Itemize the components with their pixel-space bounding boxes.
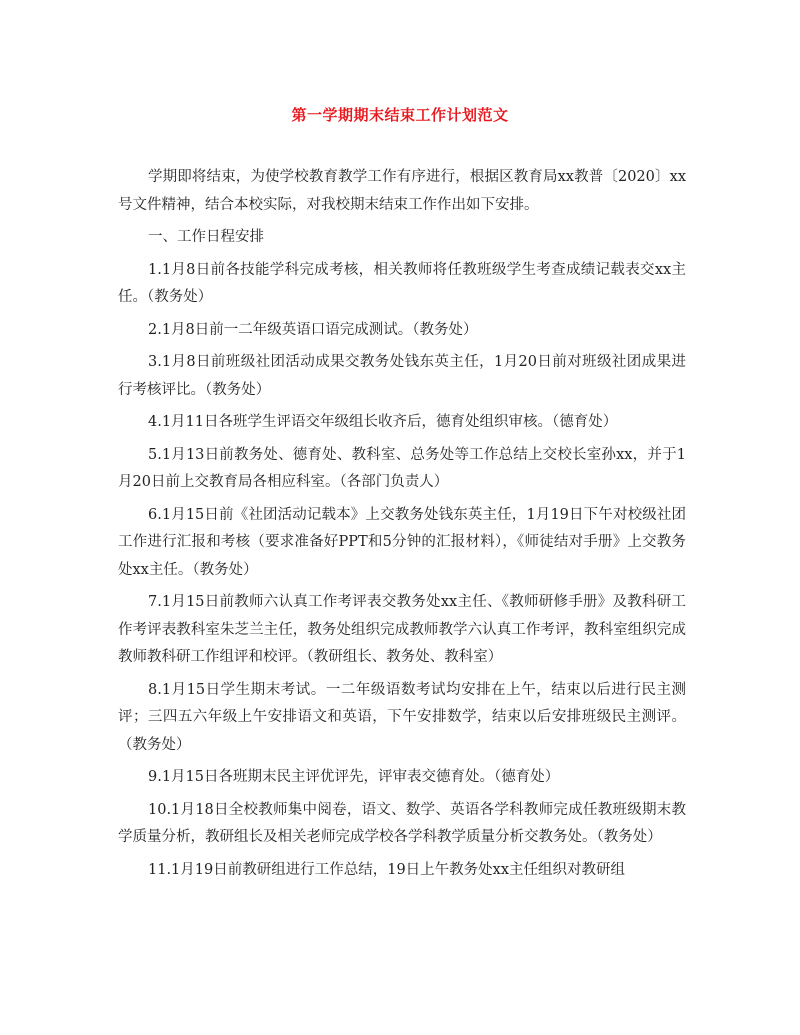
- list-item: 6.1月15日前《社团活动记载本》上交教务处钱东英主任，1月19日下午对校级社团工作进行汇报和考核（要求准备好PPT和5分钟的汇报材料），《师徒结对手册》上交教务处xx主任。（教务处）: [118, 506, 686, 578]
- list-item: 8.1月15日学生期末考试。一二年级语数考试均安排在上午，结束以后进行民主测评；三四五六年级上午安排语文和英语，下午安排数学，结束以后安排班级民主测评。（教务处）: [118, 681, 686, 753]
- document-body: [118, 164, 686, 889]
- list-item: 7.1月15日前教师六认真工作考评表交教务处xx主任、《教师研修手册》及教科研工作考评表教科室朱芝兰主任，教务处组织完成教师教学六认真工作考评，教科室组织完成教师教科研工作组评和校评。（教研组长、教务处、教科室）: [118, 594, 686, 665]
- list-item: 9.1月15日各班期末民主评优评先，评审表交德育处。（德育处）: [148, 769, 560, 785]
- paragraph-intro: 学期即将结束，为使学校教育教学工作有序进行，根据区教育局xx教普〔2020〕xx号文件精神，结合本校实际，对我校期末结束工作作出如下安排。: [118, 169, 686, 213]
- list-item: 11.1月19日前教研组进行工作总结，19日上午教务处xx主任组织对教研组: [148, 861, 626, 878]
- document-title: 第一学期期末结束工作计划范文: [291, 106, 509, 124]
- list-item: 3.1月8日前班级社团活动成果交教务处钱东英主任，1月20日前对班级社团成果进行考核评比。（教务处）: [118, 354, 686, 398]
- list-item: 5.1月13日前教务处、德育处、教科室、总务处等工作总结上交校长室孙xx，并于1月20日前上交教育局各相应科室。（各部门负责人）: [118, 446, 686, 490]
- list-item: 2.1月8日前一二年级英语口语完成测试。（教务处）: [148, 321, 478, 338]
- list-item: 1.1月8日前各技能学科完成考核，相关教师将任教班级学生考查成绩记载表交xx主任。（教务处）: [118, 261, 686, 305]
- list-item: 10.1月18日全校教师集中阅卷，语文、数学、英语各学科教师完成任教班级期末教学质量分析，教研组长及相关老师完成学校各学科教学质量分析交教务处。（教务处）: [118, 801, 686, 845]
- list-item: 4.1月11日各班学生评语交年级组长收齐后，德育处组织审核。（德育处）: [148, 414, 618, 430]
- section-heading-schedule: 一、工作日程安排: [148, 229, 264, 245]
